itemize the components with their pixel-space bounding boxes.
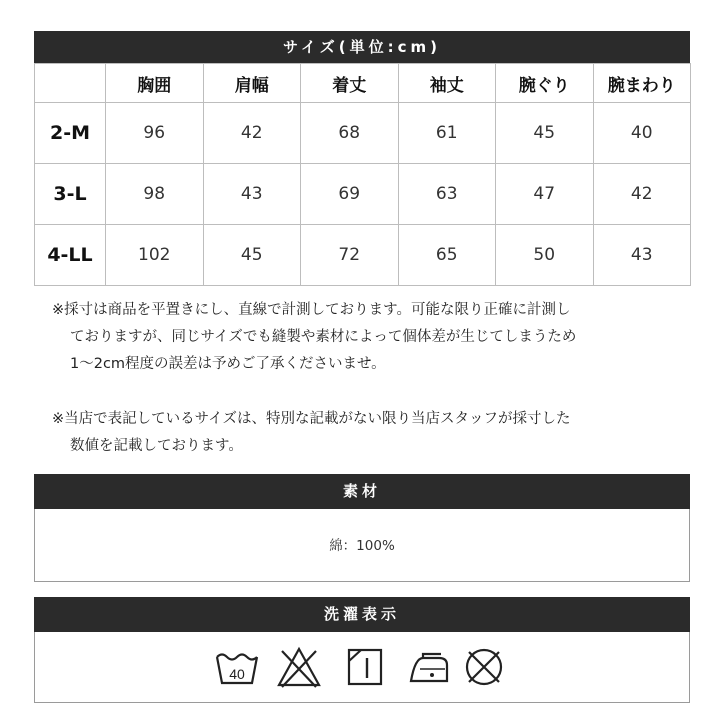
table-row — [35, 225, 691, 286]
note-line: 数値を記載しております。 — [70, 438, 243, 454]
wash-40-icon — [213, 645, 261, 689]
column-header: 袖丈 — [398, 64, 496, 103]
iron-low-icon — [405, 645, 453, 689]
table-cell: 43 — [203, 164, 301, 225]
size-section-header — [34, 31, 690, 63]
size-section-title: サイズ(単位:cm) — [282, 38, 442, 56]
table-cell: 69 — [301, 164, 399, 225]
size-label: 3-L — [35, 164, 106, 225]
table-cell: 45 — [496, 103, 594, 164]
material-text: 綿：100% — [329, 538, 395, 554]
table-cell: 42 — [593, 164, 691, 225]
table-row — [35, 103, 691, 164]
table-cell: 63 — [398, 164, 496, 225]
care-section-title: 洗濯表示 — [323, 605, 400, 623]
corner-cell — [35, 64, 106, 103]
line-dry-shade-icon — [341, 645, 389, 689]
care-box — [34, 632, 690, 703]
column-header: 胸囲 — [106, 64, 204, 103]
measurement-note — [52, 297, 682, 378]
note-line: ※当店で表記しているサイズは、特別な記載がない限り当店スタッフが採寸した — [52, 411, 571, 427]
size-label: 2-M — [35, 103, 106, 164]
column-header: 肩幅 — [203, 64, 301, 103]
table-cell: 72 — [301, 225, 399, 286]
column-header: 腕ぐり — [496, 64, 594, 103]
table-cell: 43 — [593, 225, 691, 286]
column-header: 腕まわり — [593, 64, 691, 103]
care-section-header — [34, 597, 690, 632]
size-table-header-row — [35, 64, 691, 103]
table-cell: 65 — [398, 225, 496, 286]
note-line: 1～2cm程度の誤差は予めご了承くださいませ。 — [70, 356, 386, 372]
table-cell: 50 — [496, 225, 594, 286]
material-section-header — [34, 474, 690, 509]
material-section-title: 素材 — [342, 482, 381, 500]
table-cell: 40 — [593, 103, 691, 164]
table-cell: 68 — [301, 103, 399, 164]
table-cell: 45 — [203, 225, 301, 286]
note-line: ておりますが、同じサイズでも縫製や素材によって個体差が生じてしまうため — [70, 329, 577, 345]
note-line: ※採寸は商品を平置きにし、直線で計測しております。可能な限り正確に計測し — [52, 302, 571, 318]
table-cell: 96 — [106, 103, 204, 164]
table-row — [35, 164, 691, 225]
table-cell: 61 — [398, 103, 496, 164]
table-cell: 102 — [106, 225, 204, 286]
no-dry-clean-icon — [460, 645, 508, 689]
table-cell: 42 — [203, 103, 301, 164]
size-note — [52, 406, 682, 460]
column-header: 着丈 — [301, 64, 399, 103]
no-bleach-icon — [275, 645, 323, 689]
size-table — [34, 63, 691, 286]
table-cell: 98 — [106, 164, 204, 225]
material-box — [34, 509, 690, 582]
size-label: 4-LL — [35, 225, 106, 286]
wash-temp-label: 40 — [229, 666, 245, 682]
table-cell: 47 — [496, 164, 594, 225]
